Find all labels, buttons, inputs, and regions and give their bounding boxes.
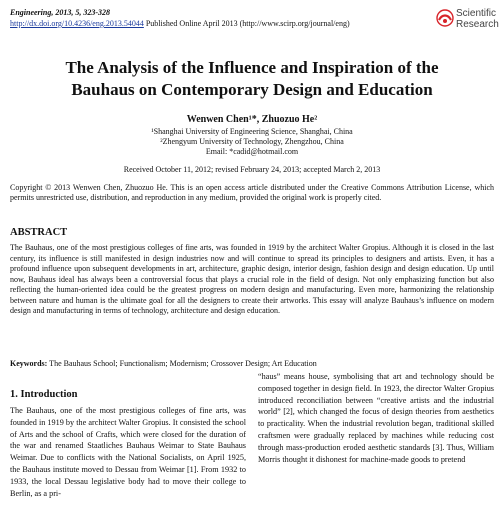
publisher-logo	[436, 7, 500, 33]
introduction-heading: 1. Introduction	[10, 389, 78, 400]
introduction-right-column: “haus” means house, symbolising that art and technology should be composed together in design field. In 1923, the director Walter Gropius introduced reconciliation between “creative artists and the industrial world” [2], which changed the focus of design theories from aesthetics to practicality. When the industrial revolution began, traditional skilled craftsmen were gradually replaced by machines while reducing cost through mass-production eroded aesthetic standards [3]. Thus, William Morris thought it dishonest for machine-made goods to pretend	[258, 372, 494, 464]
paper-title-line-1: The Analysis of the Influence and Inspiration of the	[65, 58, 439, 77]
copyright-notice: Copyright © 2013 Wenwen Chen, Zhuozuo He. This is an open access article distributed under the Creative Commons Attribution License, which permits unrestricted use, distribution, and reproduction in any medium, provided the original work is properly cited.	[10, 183, 494, 202]
affiliation-1: ¹Shanghai University of Engineering Science, Shanghai, China	[151, 127, 353, 136]
paper-title-line-2: Bauhaus on Contemporary Design and Education	[71, 80, 433, 99]
email: Email: *cadid@hotmail.com	[205, 147, 299, 156]
logo-line-1: Scientific	[456, 8, 497, 19]
doi-link[interactable]: http://dx.doi.org/10.4236/eng.2013.54044	[10, 19, 144, 28]
keywords-text: The Bauhaus School; Functionalism; Modernism; Crossover Design; Art Education	[47, 359, 317, 368]
published-online: Published Online April 2013 (http://www.scirp.org/journal/eng)	[143, 19, 350, 28]
authors: Wenwen Chen¹*, Zhuozuo He²	[186, 114, 318, 125]
abstract-text: The Bauhaus, one of the most prestigious colleges of fine arts, was founded in 1919 by the architect Walter Gropius. Although it is closed in the last century, its influence is still manifested in design industries now and will continue to spread its principles to designers and artists. Even, it has a profound influence upon subsequent developments in art, architecture, graphic design, interior design, fashion design and design education. Up until now, Bauhaus ideal has always been a controversial focus that plays a crucial role in the field of design. Not only emphasizing function but also reflecting the human-oriented idea could be the greatest progress on modern design and manufacturing. Even more, harmonizing the relationship between nature and human is the ultimate goal for all the designers to create their artworks. This essay will analyze Bauhaus’s influence on modern design and manufacturing in terms of technology, architecture and design education.	[10, 243, 494, 315]
keywords-label: Keywords:	[10, 359, 48, 368]
journal-citation: Engineering, 2013, 5, 323-328	[10, 8, 111, 17]
keywords	[10, 359, 494, 369]
scientific-research-logo-icon	[436, 9, 454, 27]
abstract-heading: ABSTRACT	[10, 227, 68, 238]
received-dates: Received October 11, 2012; revised February 24, 2013; accepted March 2, 2013	[123, 165, 381, 174]
introduction-left-column: The Bauhaus, one of the most prestigious colleges of fine arts, was founded in 1919 by the architect Walter Gropius. It consisted the school of Arts and the school of Crafts, which were closed for the duration of the war and renamed Staatliches Bauhaus Weimar to State Bauhaus Weimar. Due to conflicts with the National Socialists, on April 1925, the Bauhaus institute moved to Dessau from Weimar [1]. From 1932 to 1933, the local Dessau legislative body had to move their college to Berlin, as a pri-	[10, 406, 246, 498]
logo-line-2: Research	[456, 19, 499, 30]
doi-line	[10, 19, 350, 29]
paper-title	[0, 57, 504, 101]
logo-text	[456, 8, 499, 30]
affiliation-2: ²Zhengyum University of Technology, Zhengzhou, China	[160, 137, 344, 146]
